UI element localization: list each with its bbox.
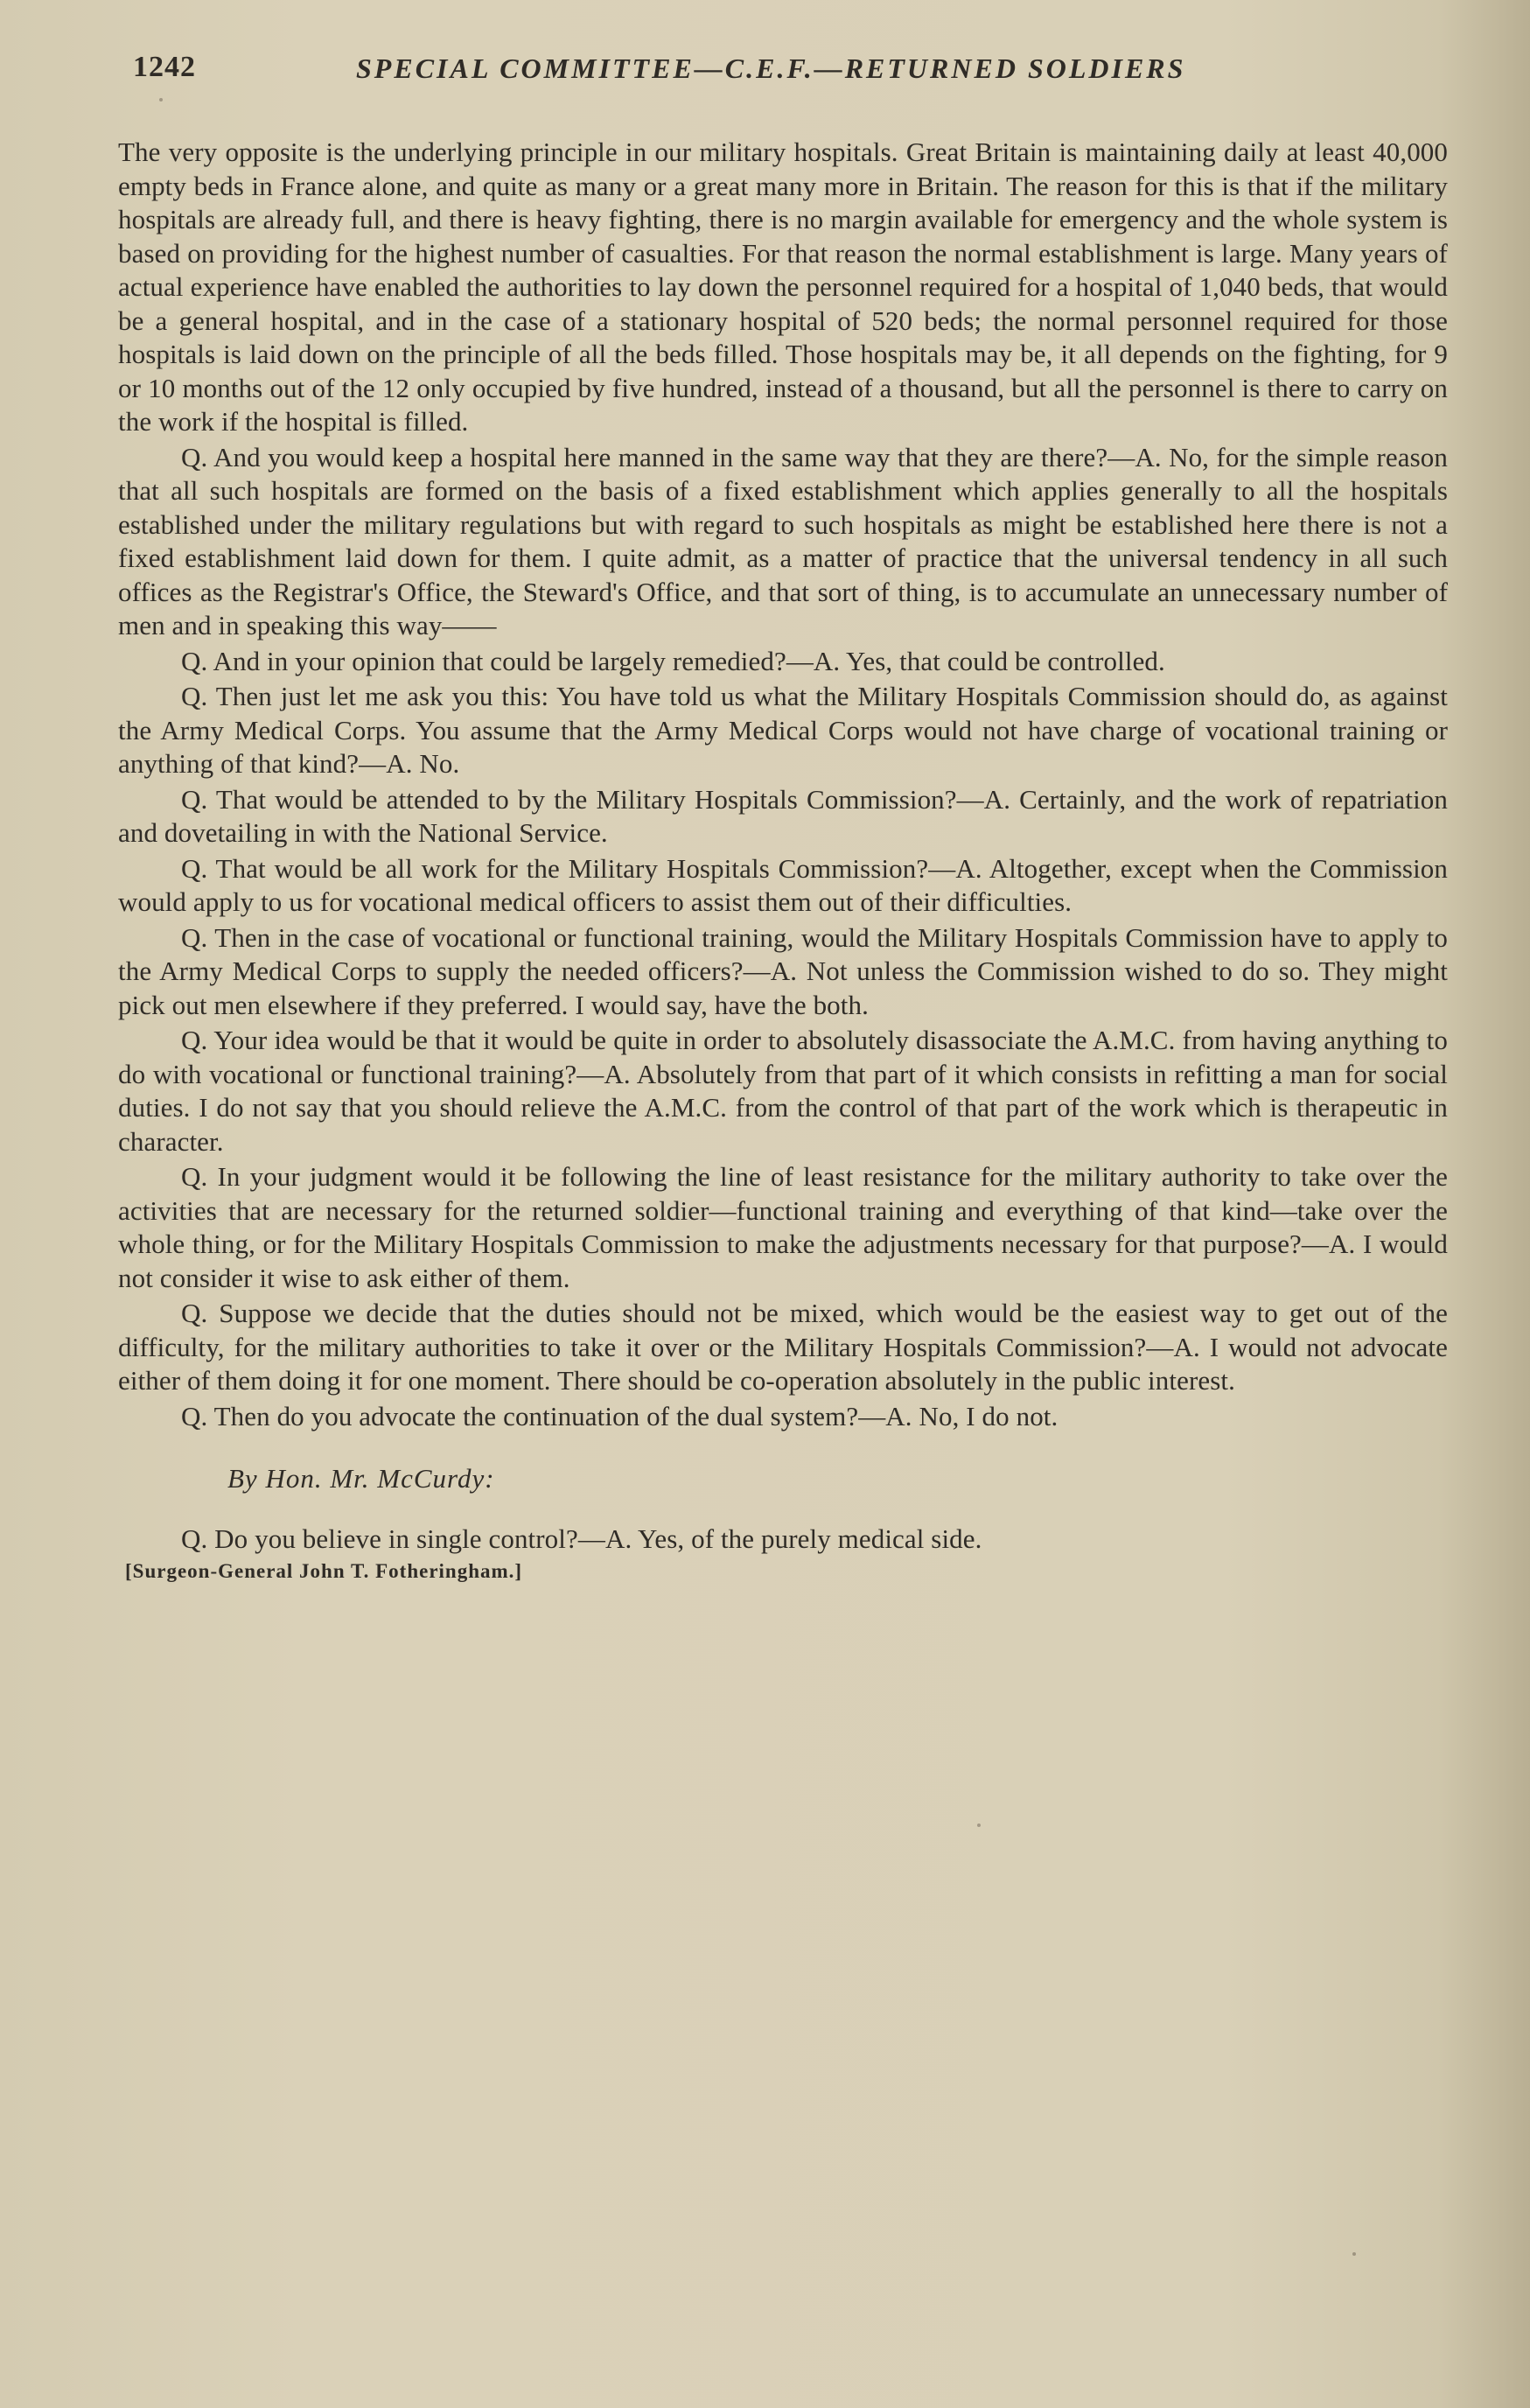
page-header	[133, 51, 1226, 94]
document-body	[118, 136, 1448, 1583]
question-answer-paragraph: Q. That would be all work for the Military Hospitals Commission?—A. Altogether, except when the Commission would apply to us for vocational medical officers to assist them out of their difficulties.	[118, 852, 1448, 917]
question-answer-paragraph: Q. Your idea would be that it would be quite in order to absolutely disassociate the A.M.C. from having anything to do with vocational or functional training?—A. Absolutely from that part of it which consists in refitting a man for social duties. I do not say that you should relieve the A.M.C. from the control of that part of the work which is therapeutic in character.	[118, 1025, 1448, 1157]
question-answer-paragraph: Q. Suppose we decide that the duties should not be mixed, which would be the easiest way to get out of the difficulty, for the military authorities to take it over or the Military Hospitals Commission?—A. I would not advocate either of them doing it for one moment. There should be co-operation absolutely in the public interest.	[118, 1298, 1448, 1396]
page-number: 1242	[133, 51, 196, 83]
question-answer-paragraph: Q. And in your opinion that could be largely remedied?—A. Yes, that could be controlled.	[181, 645, 1165, 676]
paper-speck	[1352, 2252, 1356, 2256]
witness-attribution: [Surgeon-General John T. Fotheringham.]	[125, 1559, 523, 1582]
question-answer-paragraph: Q. And you would keep a hospital here manned in the same way that they are there?—A. No, for the simple reason that all such hospitals are formed on the basis of a fixed establishment which applies generally to all the hospitals established under the military regulations but with regard to such hospitals as might be established here there is not a fixed establishment laid down for them. I quite admit, as a matter of practice that the universal tendency in all such offices as the Registrar's Office, the Steward's Office, and that sort of thing, is to accumulate an unnecessary number of men and in speaking this way——	[118, 441, 1448, 640]
paper-speck	[159, 98, 163, 102]
question-answer-paragraph: Q. Then do you advocate the continuation of the dual system?—A. No, I do not.	[181, 1400, 1058, 1432]
question-answer-paragraph: Q. Then in the case of vocational or functional training, would the Military Hospitals Commission have to apply to the Army Medical Corps to supply the needed officers?—A. Not unless the Commission wished to do so. They might pick out men elsewhere if they preferred. I would say, have the both.	[118, 921, 1448, 1020]
question-answer-paragraph: Q. Then just let me ask you this: You have told us what the Military Hospitals Commission should do, as against the Army Medical Corps. You assume that the Army Medical Corps would not have charge of vocational training or anything of that kind?—A. No.	[118, 681, 1448, 779]
question-answer-paragraph: Q. That would be attended to by the Military Hospitals Commission?—A. Certainly, and the work of repatriation and dovetailing in with the National Service.	[118, 783, 1448, 848]
paper-speck	[977, 1824, 981, 1827]
final-question-answer: Q. Do you believe in single control?—A. Yes, of the purely medical side.	[181, 1523, 982, 1554]
question-answer-paragraph: Q. In your judgment would it be following the line of least resistance for the military authority to take over the activities that are necessary for the returned soldier—functional training and everything of that kind—take over the whole thing, or for the Military Hospitals Commission to make the adjustments necessary for that purpose?—A. I would not consider it wise to ask either of them.	[118, 1161, 1448, 1293]
paragraph-intro: The very opposite is the underlying principle in our military hospitals. Great Britain is maintaining daily at least 40,000 empty beds in France alone, and quite as many or a great many more in Britain. The reason for this is that if the military hospitals are already full, and there is heavy fighting, there is no margin available for emergency and the whole system is based on providing for the highest number of casualties. For that reason the normal establishment is large. Many years of actual experience have enabled the authorities to lay down the personnel required for a hospital of 1,040 beds, that would be a general hospital, and in the case of a stationary hospital of 520 beds; the normal personnel required for those hospitals is laid down on the principle of all the beds filled. Those hospitals may be, it all depends on the fighting, for 9 or 10 months out of the 12 only occupied by five hundred, instead of a thousand, but all the personnel is there to carry on the work if the hospital is filled.	[118, 136, 1448, 437]
running-head: SPECIAL COMMITTEE—C.E.F.—RETURNED SOLDIERS	[356, 52, 1186, 84]
speaker-heading: By Hon. Mr. McCurdy:	[227, 1463, 495, 1494]
